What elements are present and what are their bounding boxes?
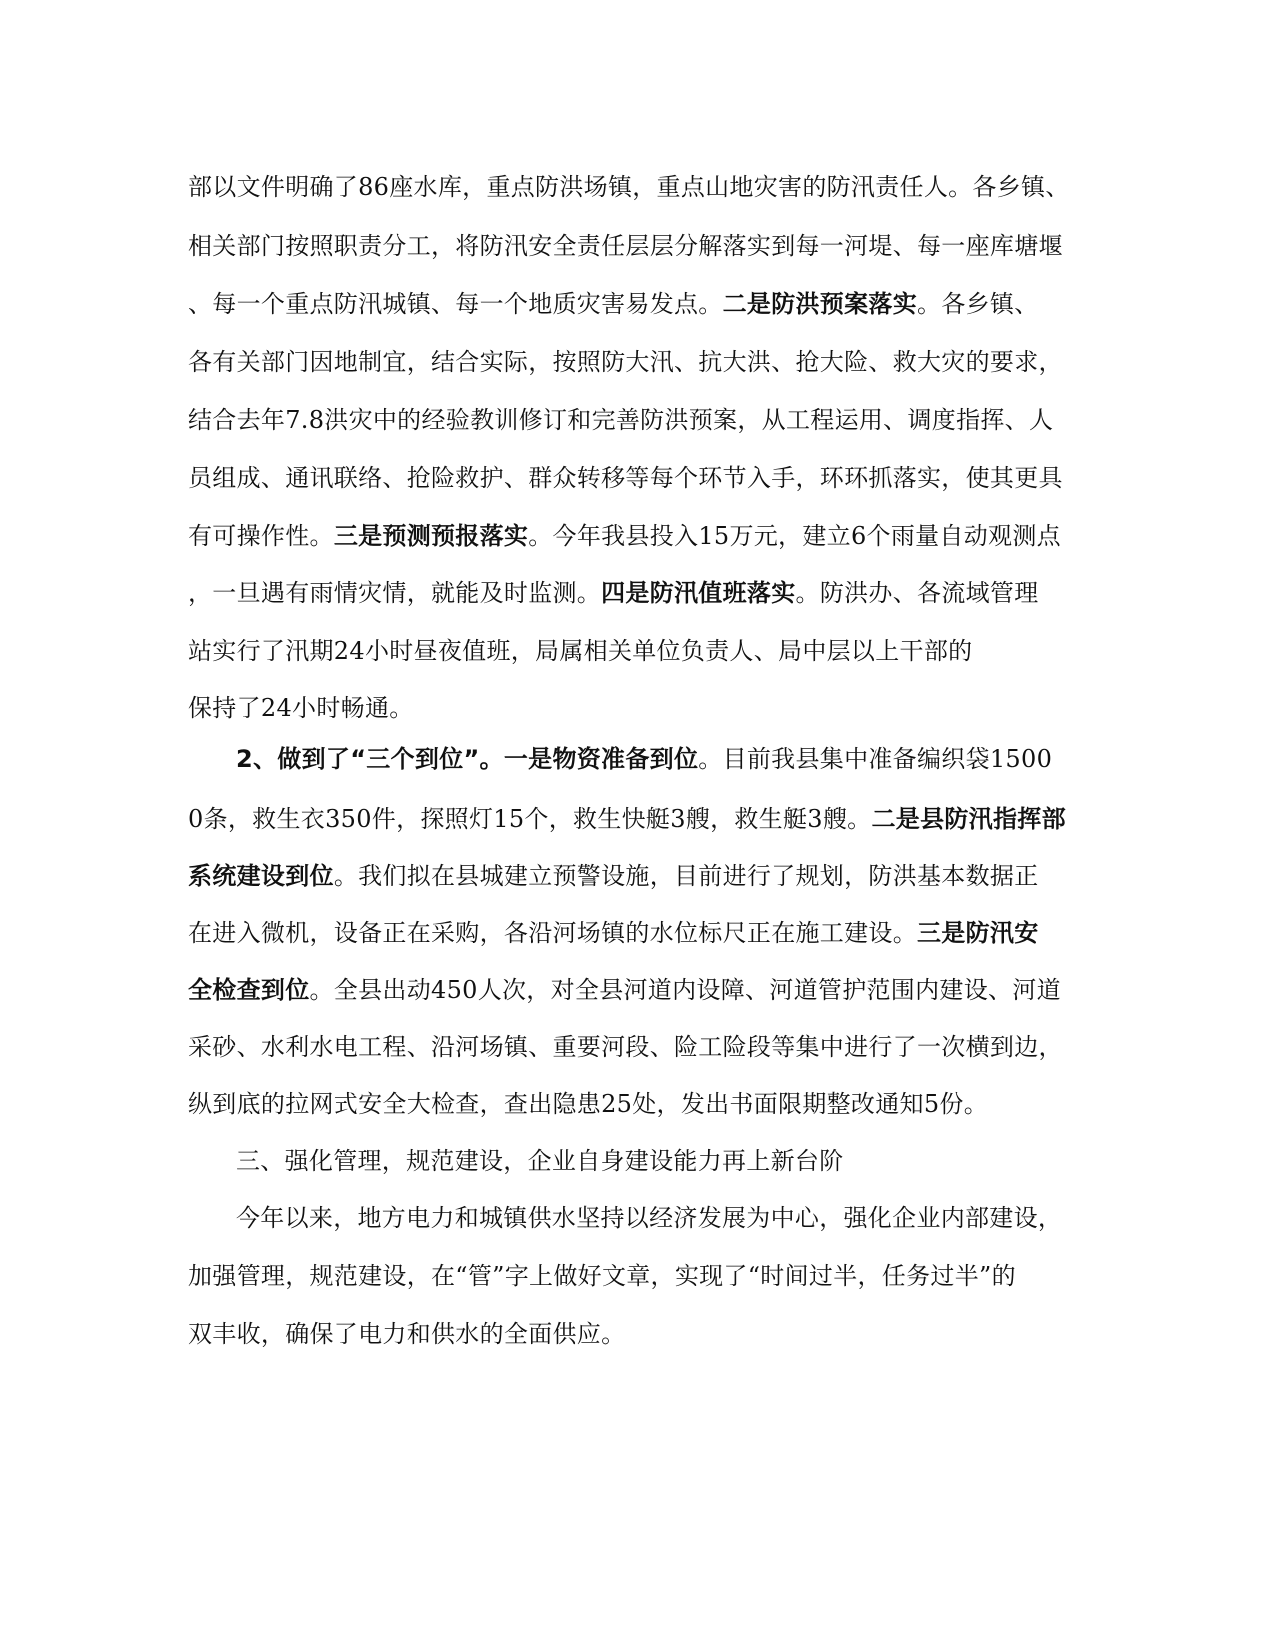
text-line bbox=[188, 578, 1039, 608]
text-line bbox=[188, 918, 1039, 948]
text-segment: 。全县出动450人次，对全县河道内设障、河道管护范围内建设、河道 bbox=[309, 976, 1061, 1004]
bold-text-segment: 全检查到位 bbox=[188, 976, 310, 1004]
text-segment: 0条，救生衣350件，探照灯15个，救生快艇3艘，救生艇3艘。 bbox=[188, 805, 872, 833]
text-line bbox=[236, 744, 1052, 774]
text-segment: ，一旦遇有雨情灾情，就能及时监测。 bbox=[188, 579, 602, 607]
text-line bbox=[188, 172, 1070, 202]
bold-text-segment: 二是防洪预案落实 bbox=[722, 290, 918, 318]
text-line bbox=[188, 975, 1061, 1005]
text-segment: 在进入微机，设备正在采购，各沿河场镇的水位标尺正在施工建设。 bbox=[188, 919, 917, 947]
text-line bbox=[236, 1146, 844, 1176]
text-segment: 。今年我县投入15万元，建立6个雨量自动观测点 bbox=[528, 522, 1061, 550]
text-segment: 员组成、通讯联络、抢险救护、群众转移等每个环节入手，环环抓落实，使其更具 bbox=[188, 464, 1063, 492]
bold-text-segment: 四是防汛值班落实 bbox=[601, 579, 796, 607]
text-line bbox=[188, 861, 1039, 891]
text-line bbox=[236, 1203, 1062, 1233]
text-segment: 有可操作性。 bbox=[188, 522, 334, 550]
text-segment: 、每一个重点防汛城镇、每一个地质灾害易发点。 bbox=[188, 290, 723, 318]
text-segment: 采砂、水利水电工程、沿河场镇、重要河段、险工险段等集中进行了一次横到边， bbox=[188, 1033, 1063, 1061]
text-segment: 。目前我县集中准备编织袋1500 bbox=[698, 745, 1053, 773]
text-line bbox=[188, 804, 1066, 834]
text-segment: 双丰收，确保了电力和供水的全面供应。 bbox=[188, 1320, 626, 1348]
text-line bbox=[188, 1319, 625, 1349]
text-line bbox=[188, 636, 972, 666]
text-segment: 相关部门按照职责分工，将防汛安全责任层层分解落实到每一河堤、每一座库塘堰 bbox=[188, 232, 1063, 260]
text-line bbox=[188, 231, 1063, 261]
text-line bbox=[188, 693, 414, 723]
text-segment: 结合去年7.8洪灾中的经验教训修订和完善防洪预案，从工程运用、调度指挥、人 bbox=[188, 406, 1054, 434]
bold-text-segment: 三是防汛安 bbox=[917, 919, 1039, 947]
text-line bbox=[188, 521, 1061, 551]
text-line bbox=[188, 347, 1063, 377]
text-segment: 三、强化管理，规范建设，企业自身建设能力再上新台阶 bbox=[236, 1147, 844, 1175]
text-line bbox=[188, 1261, 1016, 1291]
text-line bbox=[188, 463, 1063, 493]
bold-text-segment: 三是预测预报落实 bbox=[333, 522, 529, 550]
bold-text-segment: 一是物资准备到位 bbox=[503, 745, 699, 773]
text-segment: 纵到底的拉网式安全大检查，查出隐患25处，发出书面限期整改通知5份。 bbox=[188, 1090, 989, 1118]
text-segment: 保持了24小时畅通。 bbox=[188, 694, 414, 722]
bold-text-segment: 2、做到了“三个到位”。 bbox=[236, 745, 504, 773]
bold-text-segment: 系统建设到位 bbox=[188, 862, 334, 890]
text-segment: 今年以来，地方电力和城镇供水坚持以经济发展为中心，强化企业内部建设， bbox=[236, 1204, 1063, 1232]
text-line bbox=[188, 289, 1039, 319]
bold-text-segment: 二是县防汛指挥部 bbox=[871, 805, 1066, 833]
text-line bbox=[188, 1032, 1063, 1062]
text-segment: 加强管理，规范建设，在“管”字上做好文章，实现了“时间过半，任务过半”的 bbox=[188, 1262, 1016, 1290]
text-segment: 。防洪办、各流域管理 bbox=[795, 579, 1039, 607]
text-segment: 站实行了汛期24小时昼夜值班，局属相关单位负责人、局中层以上干部的 bbox=[188, 637, 973, 665]
text-line bbox=[188, 405, 1053, 435]
text-segment: 各有关部门因地制宜，结合实际，按照防大汛、抗大洪、抢大险、救大灾的要求， bbox=[188, 348, 1063, 376]
text-segment: 。我们拟在县城建立预警设施，目前进行了规划，防洪基本数据正 bbox=[333, 862, 1039, 890]
text-line bbox=[188, 1089, 988, 1119]
text-segment: 部以文件明确了86座水库，重点防洪场镇，重点山地灾害的防汛责任人。各乡镇、 bbox=[188, 173, 1070, 201]
text-segment: 。各乡镇、 bbox=[917, 290, 1039, 318]
